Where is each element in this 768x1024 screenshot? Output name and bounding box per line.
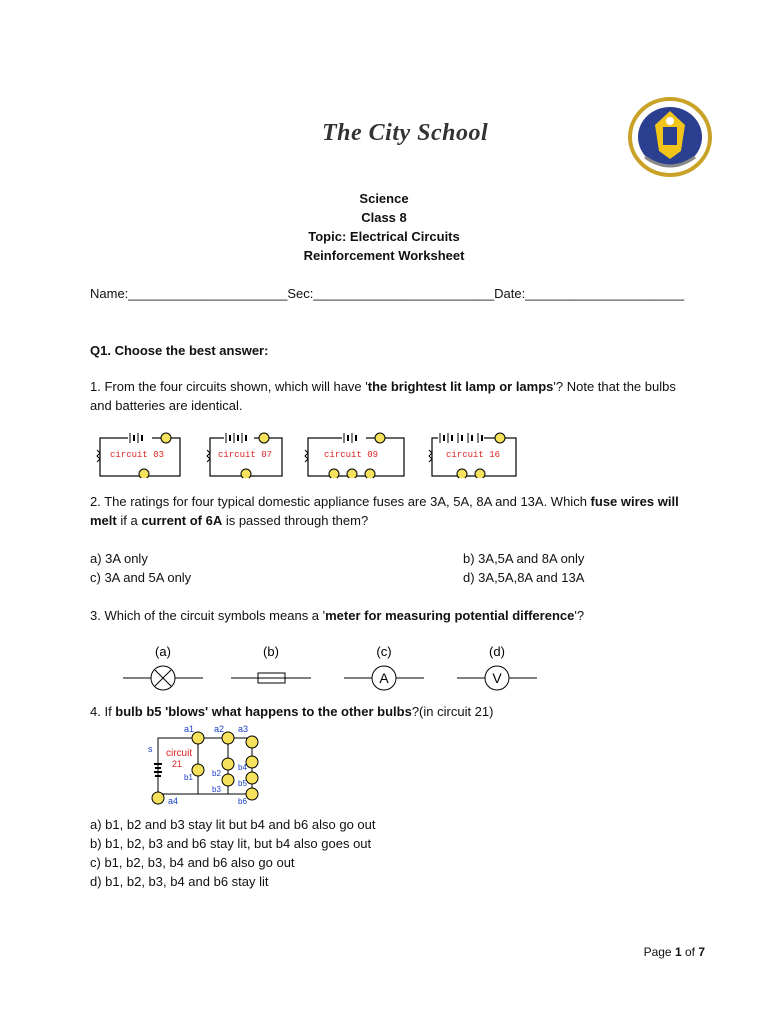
question-3-text: 3. Which of the circuit symbols means a 'meter for measuring potential difference'? [90, 608, 585, 623]
symbol-label-b: (b) [263, 644, 279, 659]
switch-label: s [148, 744, 153, 754]
ammeter-letter: A [379, 670, 389, 686]
ammeter-symbol-icon [344, 666, 424, 690]
ammeter-a4-label: a4 [168, 796, 179, 806]
four-circuits-diagram [92, 428, 522, 478]
q4-option-c[interactable]: c) b1, b2, b3, b4 and b6 also go out [90, 855, 295, 870]
fuse-symbol-icon [231, 673, 311, 683]
student-fields [90, 286, 684, 301]
bulb-b2-label: b2 [212, 769, 221, 778]
q2-option-d[interactable]: d) 3A,5A,8A and 13A [463, 570, 585, 585]
bulb-b6-label: b6 [238, 797, 247, 806]
circuit-21-diagram [140, 724, 280, 810]
topic-title: Topic: Electrical Circuits [308, 229, 460, 244]
q2-option-c[interactable]: c) 3A and 5A only [90, 570, 192, 585]
school-logo-text: The City School [322, 120, 489, 146]
q4-option-d[interactable]: d) b1, b2, b3, b4 and b6 stay lit [90, 874, 269, 889]
voltmeter-symbol-icon [457, 666, 537, 690]
ammeter-a1-label: a1 [184, 724, 195, 734]
symbol-label-a: (a) [155, 644, 171, 659]
ammeter-a2-label: a2 [214, 724, 225, 734]
q2-option-b[interactable]: b) 3A,5A and 8A only [463, 551, 585, 566]
question-1-text: 1. From the four circuits shown, which will have 'the brightest lit lamp or lamps'? Note that the bulbs and batteries are identical. [90, 379, 676, 413]
circuit-symbols-diagram [120, 640, 540, 695]
symbol-label-d: (d) [489, 644, 505, 659]
sec-field[interactable]: Sec:_________________________ [287, 286, 495, 301]
class-title: Class 8 [361, 210, 407, 225]
bulb-b5-label: b5 [238, 779, 247, 788]
q4-option-b[interactable]: b) b1, b2, b3 and b6 stay lit, but b4 also goes out [90, 836, 372, 851]
question-4-text: 4. If bulb b5 'blows' what happens to the other bulbs?(in circuit 21) [90, 704, 494, 719]
ammeter-a3-label: a3 [238, 724, 249, 734]
q4-option-a[interactable]: a) b1, b2 and b3 stay lit but b4 and b6 also go out [90, 817, 376, 832]
circuit-label-3: circuit 09 [324, 450, 379, 460]
circuit-21-number: 21 [172, 759, 183, 769]
circuit-label-2: circuit 07 [218, 450, 273, 460]
circuit-21-title: circuit [166, 748, 193, 759]
bulb-b1-label: b1 [184, 773, 193, 782]
circuit-label-1: circuit 03 [110, 450, 165, 460]
bulb-b3-label: b3 [212, 785, 221, 794]
q1-title: Q1. Choose the best answer: [90, 343, 269, 358]
name-field[interactable]: Name:______________________ [90, 286, 288, 301]
bulb-b4-label: b4 [238, 763, 247, 772]
voltmeter-letter: V [492, 670, 502, 686]
lamp-symbol-icon [123, 666, 203, 690]
worksheet-title: Reinforcement Worksheet [303, 248, 465, 263]
subject-title: Science [359, 191, 409, 206]
date-field[interactable]: Date:______________________ [494, 286, 685, 301]
page-number: Page 1 of 7 [643, 945, 705, 959]
school-crest-icon [625, 97, 715, 177]
q2-option-a[interactable]: a) 3A only [90, 551, 148, 566]
symbol-label-c: (c) [376, 644, 392, 659]
circuit-label-4: circuit 16 [446, 450, 501, 460]
question-2-text: 2. The ratings for four typical domestic appliance fuses are 3A, 5A, 8A and 13A. Which fuse wires will melt if a current of 6A is passed through them? [90, 494, 679, 528]
